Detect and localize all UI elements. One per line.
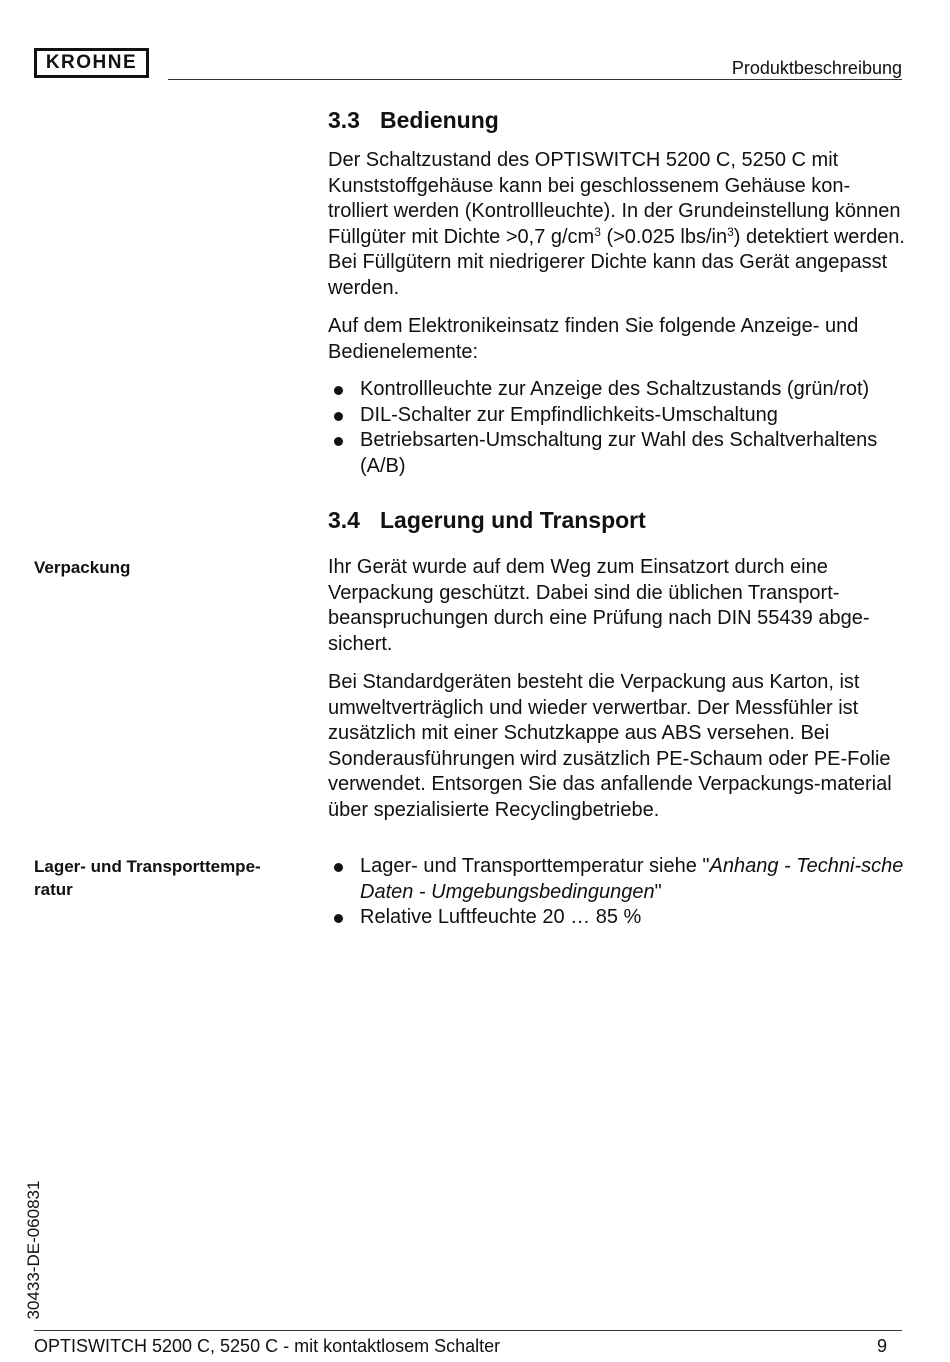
bullet-icon <box>334 863 343 872</box>
bullet-icon <box>334 437 343 446</box>
document-id: 30433-DE-060831 <box>24 1180 43 1320</box>
superscript: 3 <box>727 224 734 239</box>
heading-number: 3.3 <box>328 107 360 133</box>
list-item <box>328 905 906 931</box>
side-label-storage-temperature: Lager- und Transporttempe-ratur <box>34 857 261 899</box>
list-item-text: Betriebsarten-Umschaltung zur Wahl des Schaltverhaltens (A/B) <box>360 429 878 477</box>
bullet-icon <box>334 914 343 923</box>
storage-conditions-list <box>328 854 906 931</box>
storage-conditions <box>328 854 906 931</box>
paragraph-operation <box>328 148 906 301</box>
paragraph-packaging-material: Bei Standardgeräten besteht die Verpackung aus Karton, ist umweltverträglich und wieder verwertbar. Der Messfühler ist zusätzlich mit einer Schutzkappe aus ABS versehen. Bei Sonderausführungen wird zusätzlich PE-Schaum oder PE-Folie verwendet. Entsorgen Sie das anfallende Verpackungs-material über spezialisierte Recyclingbetriebe. <box>328 671 892 821</box>
list-item-text: Kontrollleuchte zur Anzeige des Schaltzustands (grün/rot) <box>360 378 870 400</box>
operating-elements-list <box>328 377 906 479</box>
paragraph-packaging: Ihr Gerät wurde auf dem Weg zum Einsatzort durch eine Verpackung geschützt. Dabei sind die üblichen Transport-beanspruchungen durch eine Prüfung nach DIN 55439 abge-sichert. <box>328 556 870 655</box>
text-run: (>0.025 lbs/in <box>600 225 728 248</box>
section-3-4-body <box>328 555 906 823</box>
header-divider <box>168 79 902 80</box>
list-item-text: DIL-Schalter zur Empfindlichkeits-Umschaltung <box>360 403 778 426</box>
list-item <box>328 854 906 905</box>
section-3-3-body <box>328 148 906 479</box>
heading-title: Bedienung <box>380 107 499 133</box>
footer-product: OPTISWITCH 5200 C, 5250 C - mit kontaktlosem Schalter <box>34 1336 501 1356</box>
krohne-logo: KROHNE <box>34 48 149 78</box>
heading-3-3 <box>328 106 499 134</box>
list-item-text: Lager- und Transporttemperatur siehe " <box>360 855 710 877</box>
text-run: Der Schaltzustand des OPTISWITCH 5200 C, 5250 C mit Kunststoffgehäuse kann bei geschlossenem Gehäuse kon-trolliert werden (Kontrollleuchte). In der Grundeinstellung können Füllgüter mit Dichte >0,7 g/cm <box>328 149 901 248</box>
list-item-text: Relative Luftfeuchte 20 … 85 % <box>360 906 642 928</box>
heading-title: Lagerung und Transport <box>380 507 646 533</box>
bullet-icon <box>334 412 343 421</box>
page-number: 9 <box>877 1336 888 1356</box>
list-item <box>328 403 906 429</box>
paragraph-elements-intro: Auf dem Elektronikeinsatz finden Sie folgende Anzeige- und Bedienelemente: <box>328 315 859 363</box>
side-label-packaging: Verpackung <box>34 558 131 577</box>
list-item <box>328 428 906 479</box>
text-run: ) detektiert werden. Bei Füllgütern mit niedrigerer Dichte kann das Gerät angepasst werden. <box>328 225 905 299</box>
footer-divider <box>34 1330 902 1331</box>
heading-3-4 <box>328 506 646 534</box>
reference-link-text: Anhang - Techni-sche Daten - Umgebungsbedingungen <box>360 855 904 903</box>
list-item-text: " <box>654 880 662 903</box>
list-item <box>328 377 906 403</box>
section-title: Produktbeschreibung <box>731 58 902 78</box>
bullet-icon <box>334 386 343 395</box>
superscript: 3 <box>594 224 601 239</box>
heading-number: 3.4 <box>328 507 360 533</box>
